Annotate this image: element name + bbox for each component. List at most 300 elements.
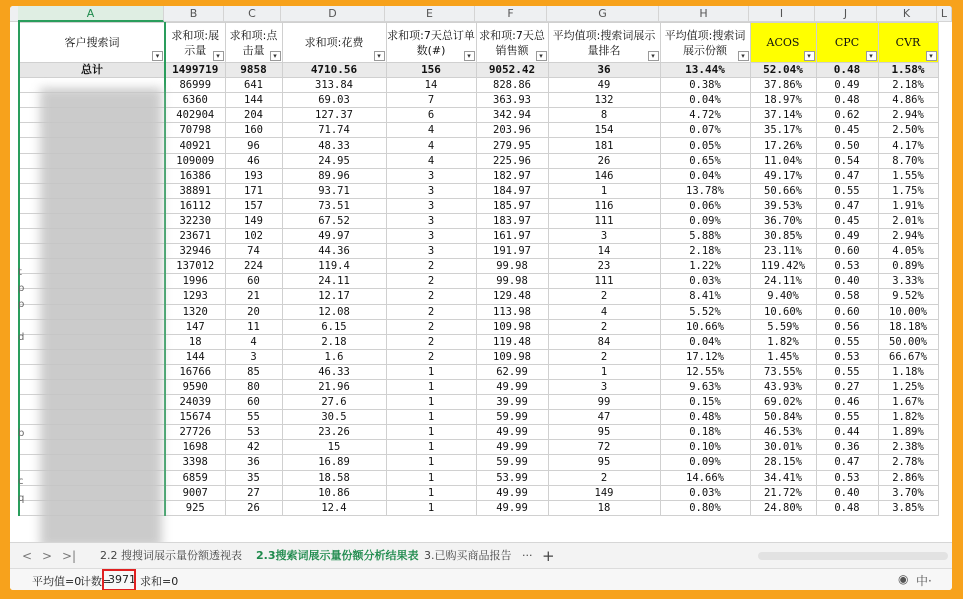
data-cell[interactable]: 0.56 [816,319,878,334]
data-cell[interactable]: 2.01% [878,213,938,228]
data-cell[interactable]: 181 [548,138,660,153]
data-cell[interactable]: 119.4 [282,259,386,274]
data-cell[interactable]: 84 [548,334,660,349]
data-cell[interactable]: 0.62 [816,108,878,123]
data-cell[interactable]: 0.48 [816,93,878,108]
data-cell[interactable]: 48.33 [282,138,386,153]
next-sheet-arrow-icon[interactable]: > [42,549,53,563]
data-cell[interactable]: 99 [548,395,660,410]
data-cell[interactable]: 2.18% [878,78,938,93]
data-cell[interactable]: 36.70% [750,213,816,228]
data-cell[interactable]: 4.05% [878,244,938,259]
data-cell[interactable]: 30.01% [750,440,816,455]
data-cell[interactable]: 93.71 [282,183,386,198]
data-cell[interactable]: 3.33% [878,274,938,289]
data-cell[interactable]: 43.93% [750,379,816,394]
data-cell[interactable]: 24.80% [750,500,816,515]
data-cell[interactable]: 0.45 [816,213,878,228]
data-cell[interactable]: 191.97 [476,244,548,259]
data-cell[interactable]: 0.60 [816,304,878,319]
data-cell[interactable]: 3.85% [878,500,938,515]
data-cell[interactable]: 157 [225,198,282,213]
column-letter-l[interactable]: L [937,6,952,22]
data-cell[interactable]: 127.37 [282,108,386,123]
data-cell[interactable]: 18.58 [282,470,386,485]
data-cell[interactable]: 59.99 [476,455,548,470]
data-cell[interactable]: 9.40% [750,289,816,304]
data-cell[interactable]: 0.03% [660,485,750,500]
data-cell[interactable]: 50.66% [750,183,816,198]
data-cell[interactable]: 4 [548,304,660,319]
add-sheet-button[interactable]: + [542,547,555,565]
data-cell[interactable]: 71.74 [282,123,386,138]
data-cell[interactable]: 70798 [165,123,225,138]
data-cell[interactable]: 14.66% [660,470,750,485]
filter-dropdown-icon[interactable]: ▾ [648,51,659,61]
data-cell[interactable]: 27.6 [282,395,386,410]
total-cell[interactable]: 4710.56 [282,63,386,78]
data-cell[interactable]: 50.00% [878,334,938,349]
data-cell[interactable]: 0.04% [660,93,750,108]
data-cell[interactable]: 0.10% [660,440,750,455]
data-cell[interactable]: 1 [548,364,660,379]
data-cell[interactable]: 46.53% [750,425,816,440]
header-cell[interactable] [282,23,386,63]
filter-dropdown-icon[interactable]: ▾ [738,51,749,61]
data-cell[interactable]: 0.65% [660,153,750,168]
data-cell[interactable]: 0.53 [816,470,878,485]
data-cell[interactable]: 3 [548,379,660,394]
data-cell[interactable]: 1.55% [878,168,938,183]
data-cell[interactable]: 116 [548,198,660,213]
data-cell[interactable]: 313.84 [282,78,386,93]
column-letter-c[interactable]: C [224,6,281,22]
data-cell[interactable]: 53.99 [476,470,548,485]
data-cell[interactable]: 0.48% [660,410,750,425]
data-cell[interactable]: 204 [225,108,282,123]
data-cell[interactable]: 1.22% [660,259,750,274]
data-cell[interactable]: 21 [225,289,282,304]
total-cell[interactable]: 52.04% [750,63,816,78]
data-cell[interactable]: 193 [225,168,282,183]
data-cell[interactable]: 69.03 [282,93,386,108]
data-cell[interactable]: 0.60 [816,244,878,259]
data-cell[interactable]: 12.55% [660,364,750,379]
data-cell[interactable]: 40921 [165,138,225,153]
filter-dropdown-icon[interactable]: ▾ [152,51,163,61]
header-cell[interactable] [548,23,660,63]
data-cell[interactable]: 10.00% [878,304,938,319]
total-cell[interactable]: 9052.42 [476,63,548,78]
data-cell[interactable]: 0.03% [660,274,750,289]
data-cell[interactable]: 0.80% [660,500,750,515]
data-cell[interactable]: 3 [386,183,476,198]
data-cell[interactable]: 9007 [165,485,225,500]
header-cell[interactable] [476,23,548,63]
header-cell[interactable] [660,23,750,63]
data-cell[interactable]: 0.55 [816,183,878,198]
data-cell[interactable]: 0.47 [816,198,878,213]
data-cell[interactable]: 3 [548,229,660,244]
data-cell[interactable]: 0.09% [660,213,750,228]
data-cell[interactable]: 3 [386,213,476,228]
data-cell[interactable]: 36 [225,455,282,470]
data-cell[interactable]: 149 [548,485,660,500]
data-cell[interactable]: 16112 [165,198,225,213]
tab-purchased-report[interactable]: 3.已购买商品报告 [424,549,512,562]
data-cell[interactable]: 15674 [165,410,225,425]
data-cell[interactable]: 60 [225,274,282,289]
data-cell[interactable]: 342.94 [476,108,548,123]
data-cell[interactable]: 2 [548,319,660,334]
data-cell[interactable]: 26 [225,500,282,515]
data-cell[interactable]: 0.47 [816,455,878,470]
data-cell[interactable]: 2 [386,349,476,364]
total-cell[interactable]: 1499719 [165,63,225,78]
data-cell[interactable]: 49 [548,78,660,93]
data-cell[interactable]: 1.91% [878,198,938,213]
data-cell[interactable]: 13.78% [660,183,750,198]
data-cell[interactable]: 3 [386,168,476,183]
data-cell[interactable]: 4 [386,123,476,138]
data-cell[interactable]: 23.11% [750,244,816,259]
data-cell[interactable]: 49.99 [476,379,548,394]
data-cell[interactable]: 46.33 [282,364,386,379]
data-cell[interactable]: 49.99 [476,425,548,440]
tab-share-analysis[interactable]: 2.3搜索词展示量份额分析结果表 [256,549,419,562]
data-cell[interactable]: 67.52 [282,213,386,228]
data-cell[interactable]: 279.95 [476,138,548,153]
data-cell[interactable]: 1.67% [878,395,938,410]
data-cell[interactable]: 1996 [165,274,225,289]
data-cell[interactable]: 42 [225,440,282,455]
data-cell[interactable]: 8.70% [878,153,938,168]
data-cell[interactable]: 0.18% [660,425,750,440]
data-cell[interactable]: 144 [165,349,225,364]
data-cell[interactable]: 0.47 [816,168,878,183]
data-cell[interactable]: 18 [165,334,225,349]
data-cell[interactable]: 0.15% [660,395,750,410]
data-cell[interactable]: 3 [386,229,476,244]
data-cell[interactable]: 99.98 [476,274,548,289]
data-cell[interactable]: 9.63% [660,379,750,394]
data-cell[interactable]: 183.97 [476,213,548,228]
data-cell[interactable]: 72 [548,440,660,455]
data-cell[interactable]: 2.78% [878,455,938,470]
data-cell[interactable]: 2.18% [660,244,750,259]
data-cell[interactable]: 1 [386,364,476,379]
data-cell[interactable]: 46 [225,153,282,168]
data-cell[interactable]: 21.96 [282,379,386,394]
data-cell[interactable]: 1.82% [750,334,816,349]
data-cell[interactable]: 16766 [165,364,225,379]
data-cell[interactable]: 2 [386,319,476,334]
data-cell[interactable]: 402904 [165,108,225,123]
data-cell[interactable]: 119.48 [476,334,548,349]
filter-dropdown-icon[interactable]: ▾ [374,51,385,61]
data-cell[interactable]: 7 [386,93,476,108]
data-cell[interactable]: 69.02% [750,395,816,410]
data-cell[interactable]: 2 [386,289,476,304]
data-cell[interactable]: 30.5 [282,410,386,425]
data-cell[interactable]: 4.86% [878,93,938,108]
data-cell[interactable]: 73.51 [282,198,386,213]
data-cell[interactable]: 119.42% [750,259,816,274]
data-cell[interactable]: 224 [225,259,282,274]
data-cell[interactable]: 32946 [165,244,225,259]
data-cell[interactable]: 50.84% [750,410,816,425]
data-cell[interactable]: 39.99 [476,395,548,410]
data-cell[interactable]: 0.55 [816,364,878,379]
column-letter-d[interactable]: D [281,6,385,22]
data-cell[interactable]: 0.09% [660,455,750,470]
data-cell[interactable]: 24.11 [282,274,386,289]
data-cell[interactable]: 1 [386,500,476,515]
data-cell[interactable]: 184.97 [476,183,548,198]
data-cell[interactable]: 30.85% [750,229,816,244]
data-cell[interactable]: 1.75% [878,183,938,198]
data-cell[interactable]: 0.49 [816,78,878,93]
data-cell[interactable]: 111 [548,274,660,289]
data-cell[interactable]: 828.86 [476,78,548,93]
ime-indicator[interactable]: 中· [916,574,932,588]
data-cell[interactable]: 11.04% [750,153,816,168]
data-cell[interactable]: 2 [548,470,660,485]
last-sheet-arrow-icon[interactable]: >| [62,549,77,563]
data-cell[interactable]: 4 [386,153,476,168]
data-cell[interactable]: 34.41% [750,470,816,485]
data-cell[interactable]: 2.50% [878,123,938,138]
data-cell[interactable]: 0.53 [816,349,878,364]
header-cell[interactable] [386,23,476,63]
data-cell[interactable]: 3 [386,198,476,213]
data-cell[interactable]: 60 [225,395,282,410]
filter-dropdown-icon[interactable]: ▾ [804,51,815,61]
header-cell[interactable] [750,23,816,63]
data-cell[interactable]: 4 [225,334,282,349]
data-cell[interactable]: 55 [225,410,282,425]
data-cell[interactable]: 80 [225,379,282,394]
data-cell[interactable]: 1320 [165,304,225,319]
data-cell[interactable]: 111 [548,213,660,228]
data-cell[interactable]: 24.11% [750,274,816,289]
data-cell[interactable]: 160 [225,123,282,138]
data-cell[interactable]: 0.36 [816,440,878,455]
data-cell[interactable]: 89.96 [282,168,386,183]
total-cell[interactable]: 156 [386,63,476,78]
header-cell[interactable] [19,23,165,63]
total-cell[interactable]: 1.58% [878,63,938,78]
data-cell[interactable]: 1 [548,183,660,198]
data-cell[interactable]: 0.40 [816,274,878,289]
data-cell[interactable]: 49.99 [476,485,548,500]
data-cell[interactable]: 49.99 [476,440,548,455]
data-cell[interactable]: 49.17% [750,168,816,183]
data-cell[interactable]: 363.93 [476,93,548,108]
data-cell[interactable]: 2 [548,289,660,304]
data-cell[interactable]: 0.40 [816,485,878,500]
data-cell[interactable]: 3 [386,244,476,259]
data-cell[interactable]: 0.27 [816,379,878,394]
data-cell[interactable]: 4.17% [878,138,938,153]
data-cell[interactable]: 6360 [165,93,225,108]
data-cell[interactable]: 96 [225,138,282,153]
data-cell[interactable]: 3.70% [878,485,938,500]
data-cell[interactable]: 171 [225,183,282,198]
data-cell[interactable]: 23 [548,259,660,274]
data-cell[interactable]: 2 [548,349,660,364]
data-cell[interactable]: 1.25% [878,379,938,394]
data-cell[interactable]: 144 [225,93,282,108]
data-cell[interactable]: 8 [548,108,660,123]
data-cell[interactable]: 18 [548,500,660,515]
data-cell[interactable]: 225.96 [476,153,548,168]
data-cell[interactable]: 9.52% [878,289,938,304]
data-cell[interactable]: 15 [282,440,386,455]
data-cell[interactable]: 16386 [165,168,225,183]
data-cell[interactable]: 74 [225,244,282,259]
data-cell[interactable]: 17.12% [660,349,750,364]
data-cell[interactable]: 1.82% [878,410,938,425]
data-cell[interactable]: 0.46 [816,395,878,410]
data-cell[interactable]: 12.17 [282,289,386,304]
data-cell[interactable]: 1.45% [750,349,816,364]
filter-dropdown-icon[interactable]: ▾ [536,51,547,61]
data-cell[interactable]: 39.53% [750,198,816,213]
data-cell[interactable]: 5.59% [750,319,816,334]
eye-icon[interactable]: ◉ [898,572,909,586]
data-cell[interactable]: 0.55 [816,334,878,349]
data-cell[interactable]: 62.99 [476,364,548,379]
data-cell[interactable]: 109.98 [476,349,548,364]
header-cell[interactable] [878,23,938,63]
header-cell[interactable] [225,23,282,63]
data-cell[interactable]: 17.26% [750,138,816,153]
data-cell[interactable]: 86999 [165,78,225,93]
data-cell[interactable]: 35 [225,470,282,485]
total-cell[interactable]: 13.44% [660,63,750,78]
data-cell[interactable]: 147 [165,319,225,334]
data-cell[interactable]: 0.05% [660,138,750,153]
data-cell[interactable]: 1698 [165,440,225,455]
data-cell[interactable]: 1 [386,470,476,485]
data-cell[interactable]: 21.72% [750,485,816,500]
data-cell[interactable]: 0.04% [660,168,750,183]
data-cell[interactable]: 47 [548,410,660,425]
data-cell[interactable]: 113.98 [476,304,548,319]
filter-dropdown-icon[interactable]: ▾ [213,51,224,61]
data-cell[interactable]: 95 [548,455,660,470]
column-letter-b[interactable]: B [164,6,224,22]
data-cell[interactable]: 0.53 [816,259,878,274]
data-cell[interactable]: 23671 [165,229,225,244]
data-cell[interactable]: 11 [225,319,282,334]
data-cell[interactable]: 2 [386,304,476,319]
data-cell[interactable]: 23.26 [282,425,386,440]
horizontal-scrollbar[interactable] [758,552,948,560]
data-cell[interactable]: 12.08 [282,304,386,319]
data-cell[interactable]: 0.50 [816,138,878,153]
data-cell[interactable]: 109.98 [476,319,548,334]
data-cell[interactable]: 6.15 [282,319,386,334]
column-letter-f[interactable]: F [475,6,547,22]
header-cell[interactable] [165,23,225,63]
data-cell[interactable]: 4.72% [660,108,750,123]
data-cell[interactable]: 9590 [165,379,225,394]
data-cell[interactable]: 4 [386,138,476,153]
data-cell[interactable]: 5.88% [660,229,750,244]
data-cell[interactable]: 37.14% [750,108,816,123]
data-cell[interactable]: 2.86% [878,470,938,485]
data-cell[interactable]: 18.18% [878,319,938,334]
data-cell[interactable]: 0.55 [816,410,878,425]
data-cell[interactable]: 0.45 [816,123,878,138]
filter-dropdown-icon[interactable]: ▾ [464,51,475,61]
data-cell[interactable]: 154 [548,123,660,138]
data-cell[interactable]: 44.36 [282,244,386,259]
header-cell[interactable] [816,23,878,63]
column-letter-e[interactable]: E [385,6,475,22]
data-cell[interactable]: 137012 [165,259,225,274]
data-cell[interactable]: 73.55% [750,364,816,379]
data-cell[interactable]: 10.66% [660,319,750,334]
data-cell[interactable]: 35.17% [750,123,816,138]
data-cell[interactable]: 0.06% [660,198,750,213]
data-cell[interactable]: 185.97 [476,198,548,213]
data-cell[interactable]: 49.99 [476,500,548,515]
data-cell[interactable]: 20 [225,304,282,319]
data-cell[interactable]: 2.94% [878,229,938,244]
filter-dropdown-icon[interactable]: ▾ [866,51,877,61]
total-cell[interactable]: 36 [548,63,660,78]
data-cell[interactable]: 2.94% [878,108,938,123]
first-sheet-arrow-icon[interactable]: < [22,549,33,563]
data-cell[interactable]: 1 [386,395,476,410]
column-letter-g[interactable]: G [547,6,659,22]
data-cell[interactable]: 109009 [165,153,225,168]
column-letter-h[interactable]: H [659,6,749,22]
data-cell[interactable]: 1 [386,485,476,500]
data-cell[interactable]: 2 [386,274,476,289]
data-cell[interactable]: 0.89% [878,259,938,274]
data-cell[interactable]: 85 [225,364,282,379]
data-cell[interactable]: 59.99 [476,410,548,425]
data-cell[interactable]: 925 [165,500,225,515]
data-cell[interactable]: 3398 [165,455,225,470]
data-cell[interactable]: 24.95 [282,153,386,168]
data-cell[interactable]: 14 [548,244,660,259]
data-cell[interactable]: 0.58 [816,289,878,304]
data-cell[interactable]: 5.52% [660,304,750,319]
data-cell[interactable]: 0.04% [660,334,750,349]
data-cell[interactable]: 1 [386,440,476,455]
data-cell[interactable]: 0.38% [660,78,750,93]
data-cell[interactable]: 49.97 [282,229,386,244]
data-cell[interactable]: 66.67% [878,349,938,364]
data-cell[interactable]: 14 [386,78,476,93]
data-cell[interactable]: 2.18 [282,334,386,349]
data-cell[interactable]: 1.18% [878,364,938,379]
data-cell[interactable]: 1.89% [878,425,938,440]
data-cell[interactable]: 27726 [165,425,225,440]
data-cell[interactable]: 24039 [165,395,225,410]
data-cell[interactable]: 16.89 [282,455,386,470]
data-cell[interactable]: 0.49 [816,229,878,244]
column-letter-i[interactable]: I [749,6,815,22]
tab-pivot-share[interactable]: 2.2 搜搜词展示量份额透视表 [100,549,242,562]
total-cell[interactable]: 9858 [225,63,282,78]
data-cell[interactable]: 18.97% [750,93,816,108]
